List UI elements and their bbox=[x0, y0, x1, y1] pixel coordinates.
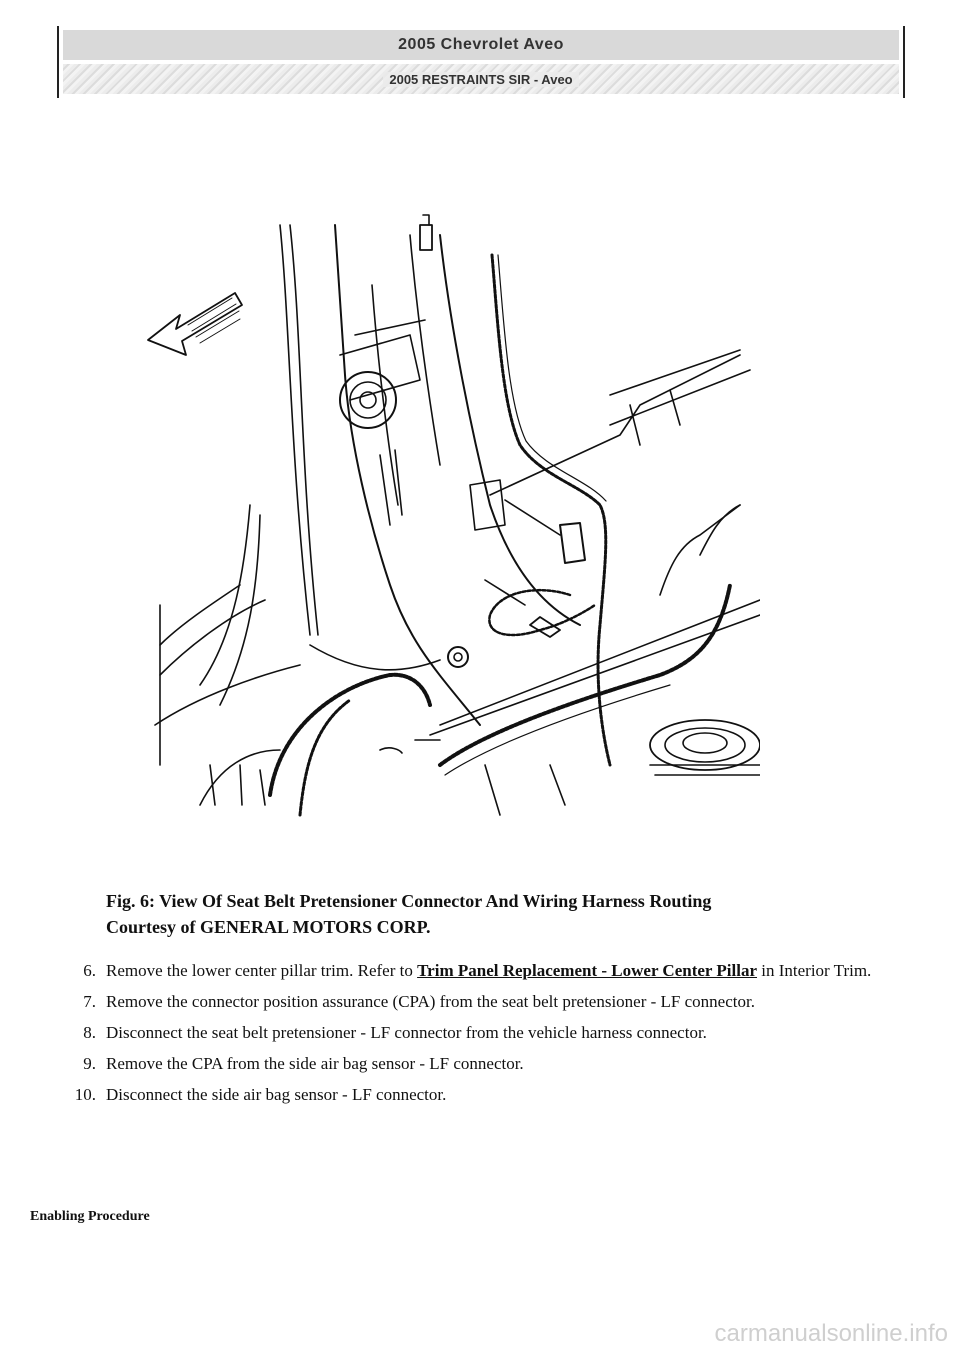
step-text-suffix: in Interior Trim. bbox=[757, 961, 872, 980]
step-text: Remove the connector position assurance (CPA) from the seat belt pretensioner - LF connector. bbox=[106, 992, 755, 1011]
document-subtitle-text: 2005 RESTRAINTS SIR - Aveo bbox=[383, 72, 578, 87]
seat-belt-pretensioner-diagram bbox=[140, 205, 760, 820]
step-text: Remove the lower center pillar trim. Refer to bbox=[106, 961, 418, 980]
figure-caption bbox=[106, 888, 886, 940]
step-item bbox=[40, 1082, 900, 1107]
figure-caption-title: Fig. 6: View Of Seat Belt Pretensioner Connector And Wiring Harness Routing bbox=[106, 891, 712, 911]
step-text: Remove the CPA from the side air bag sensor - LF connector. bbox=[106, 1054, 524, 1073]
front-direction-arrow-icon bbox=[148, 293, 242, 355]
header-right-rule bbox=[903, 26, 905, 98]
step-number: 9. bbox=[83, 1054, 96, 1073]
step-text: Disconnect the seat belt pretensioner - LF connector from the vehicle harness connector. bbox=[106, 1023, 707, 1042]
step-text: Disconnect the side air bag sensor - LF connector. bbox=[106, 1085, 447, 1104]
watermark: carmanualsonline.info bbox=[714, 1320, 948, 1347]
step-item bbox=[40, 958, 900, 983]
figure-caption-courtesy: Courtesy of GENERAL MOTORS CORP. bbox=[106, 917, 431, 937]
procedure-steps bbox=[40, 958, 900, 1113]
step-number: 7. bbox=[83, 992, 96, 1011]
step-item bbox=[40, 1020, 900, 1045]
trim-panel-link[interactable]: Trim Panel Replacement - Lower Center Pillar bbox=[417, 961, 758, 980]
step-number: 6. bbox=[83, 961, 96, 980]
section-heading: Enabling Procedure bbox=[30, 1209, 150, 1224]
step-item bbox=[40, 1051, 900, 1076]
step-number: 8. bbox=[83, 1023, 96, 1042]
header-left-rule bbox=[57, 26, 59, 98]
step-number: 10. bbox=[74, 1085, 96, 1104]
page-header bbox=[57, 26, 905, 98]
document-subtitle bbox=[63, 64, 899, 94]
document-title: 2005 Chevrolet Aveo bbox=[63, 30, 899, 60]
step-item bbox=[40, 989, 900, 1014]
